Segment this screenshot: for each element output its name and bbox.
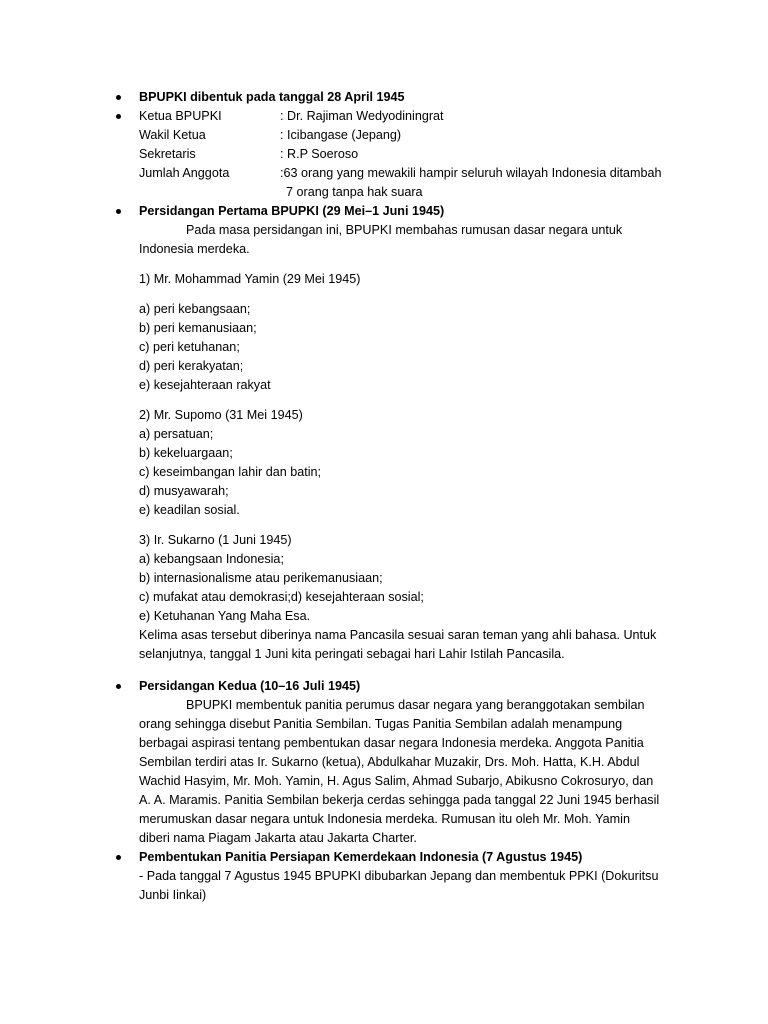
list-item: e) keadilan sosial. [139,503,240,517]
paragraph-line: Indonesia merdeka. [139,242,250,256]
info-row-ketua [139,107,444,126]
list-item: d) peri kerakyatan; [139,359,244,373]
section3-heading: Persidangan Kedua (10–16 Juli 1945) [139,679,361,693]
list-item: a) persatuan; [139,427,214,441]
paragraph-line: diberi nama Piagam Jakarta atau Jakarta Charter. [139,831,417,845]
info-row-wakil [139,126,401,145]
list-item: b) peri kemanusiaan; [139,321,257,335]
list-item: a) kebangsaan Indonesia; [139,552,284,566]
row-label: Wakil Ketua [139,128,206,142]
bullet-icon [116,684,121,689]
paragraph-line: - Pada tanggal 7 Agustus 1945 BPUPKI dibubarkan Jepang dan membentuk PPKI (Dokuritsu [139,869,659,883]
list-item: c) keseimbangan lahir dan batin; [139,465,322,479]
yamin-title: 1) Mr. Mohammad Yamin (29 Mei 1945) [139,272,361,286]
paragraph-line: merumuskan dasar negara untuk Indonesia merdeka. Rumusan itu oleh Mr. Moh. Yamin [139,812,630,826]
info-row-jumlah [139,164,662,183]
row-value: :63 orang yang mewakili hampir seluruh wilayah Indonesia ditambah [280,166,662,180]
paragraph-line: BPUPKI membentuk panitia perumus dasar negara yang beranggotakan sembilan [186,698,645,712]
paragraph-line: Junbi Iinkai) [139,888,207,902]
row-value: : Dr. Rajiman Wedyodiningrat [280,109,444,123]
paragraph-line: selanjutnya, tanggal 1 Juni kita peringati sebagai hari Lahir Istilah Pancasila. [139,647,565,661]
bullet-icon [116,855,121,860]
sukarno-title: 3) Ir. Sukarno (1 Juni 1945) [139,533,292,547]
section1-heading: BPUPKI dibentuk pada tanggal 28 April 1945 [139,90,405,104]
bullet-icon [116,209,121,214]
list-item: e) kesejahteraan rakyat [139,378,271,392]
row-value: : R.P Soeroso [280,147,359,161]
list-item: a) peri kebangsaan; [139,302,251,316]
supomo-title: 2) Mr. Supomo (31 Mei 1945) [139,408,303,422]
list-item: b) internasionalisme atau perikemanusiaan; [139,571,383,585]
bullet-icon [116,95,121,100]
section2-heading: Persidangan Pertama BPUPKI (29 Mei–1 Juni 1945) [139,204,445,218]
list-item: c) mufakat atau demokrasi;d) kesejahteraan sosial; [139,590,424,604]
paragraph-line: Kelima asas tersebut diberinya nama Pancasila sesuai saran teman yang ahli bahasa. Untuk [139,628,657,642]
paragraph-line: Wachid Hasyim, Mr. Moh. Yamin, H. Agus Salim, Ahmad Subarjo, Abikusno Cokrosuryo, dan [139,774,654,788]
info-row-jumlah-cont: 7 orang tanpa hak suara [286,185,423,199]
row-label: Ketua BPUPKI [139,109,222,123]
row-value: : Icibangase (Jepang) [280,128,402,142]
paragraph-line: Sembilan terdiri atas Ir. Sukarno (ketua), Abdulkahar Muzakir, Drs. Moh. Hatta, K.H. Abdul [139,755,640,769]
list-item: b) kekeluargaan; [139,446,233,460]
paragraph-line: A. A. Maramis. Panitia Sembilan bekerja cerdas sehingga pada tanggal 22 Juni 1945 berhasil [139,793,660,807]
list-item: d) musyawarah; [139,484,229,498]
row-label: Jumlah Anggota [139,166,230,180]
section4-heading: Pembentukan Panitia Persiapan Kemerdekaan Indonesia (7 Agustus 1945) [139,850,583,864]
bullet-icon [116,114,121,119]
row-label: Sekretaris [139,147,196,161]
list-item: c) peri ketuhanan; [139,340,240,354]
paragraph-line: berbagai aspirasi tentang pembentukan dasar negara Indonesia merdeka. Anggota Panitia [139,736,644,750]
paragraph-line: orang sehingga disebut Panitia Sembilan. Tugas Panitia Sembilan adalah menampung [139,717,623,731]
paragraph-line: Pada masa persidangan ini, BPUPKI membahas rumusan dasar negara untuk [186,223,623,237]
list-item: e) Ketuhanan Yang Maha Esa. [139,609,311,623]
info-row-sekretaris [139,145,358,164]
